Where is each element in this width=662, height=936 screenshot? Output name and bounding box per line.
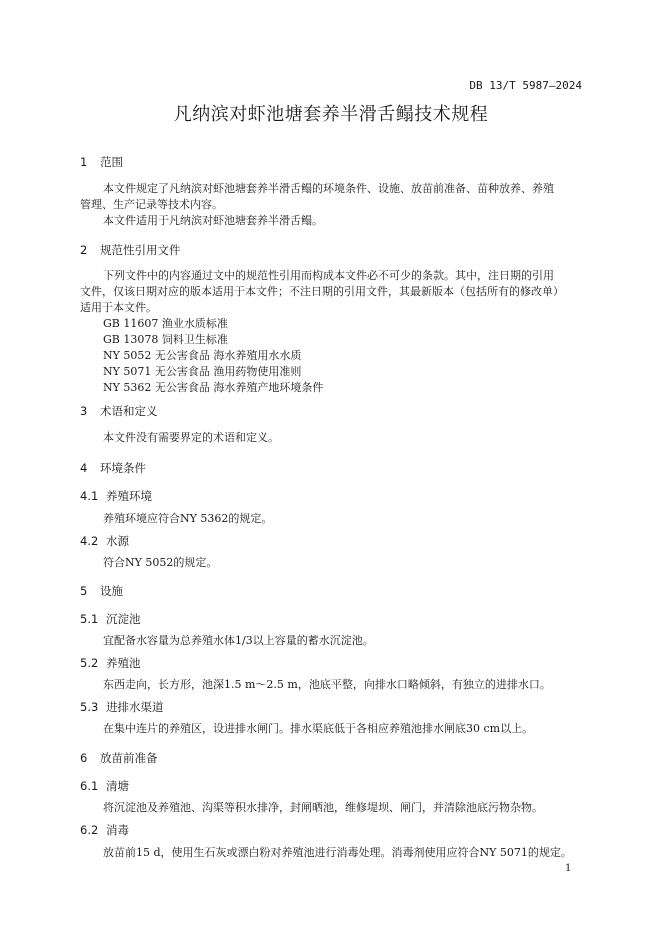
section-1-heading — [80, 154, 123, 170]
subsection-6-2-heading — [80, 822, 129, 838]
text-line: 文件，仅该日期对应的版本适用于本文件；不注日期的引用文件，其最新版本（包括所有的修改单） — [80, 285, 564, 298]
reference-item: NY 5071 无公害食品 渔用药物使用准则 — [103, 365, 302, 378]
text-line: 符合NY 5052的规定。 — [103, 556, 218, 569]
subsection-6-1-heading — [80, 778, 129, 794]
section-title: 消毒 — [106, 823, 129, 837]
subsection-5-1-heading — [80, 611, 141, 627]
section-title: 清塘 — [106, 779, 129, 793]
section-title: 术语和定义 — [100, 404, 158, 418]
text-line: 宜配备水容量为总养殖水体1/3以上容量的蓄水沉淀池。 — [103, 634, 374, 647]
text-line: 养殖环境应符合NY 5362的规定。 — [103, 512, 273, 525]
text-line: 东西走向，长方形，池深1.5 m～2.5 m，池底平整，向排水口略倾斜，有独立的进排水口。 — [103, 678, 551, 691]
text-line: 本文件没有需要界定的术语和定义。 — [103, 431, 279, 444]
section-title: 放苗前准备 — [100, 751, 158, 765]
section-number: 2 — [80, 243, 88, 257]
section-6-heading — [80, 750, 158, 766]
subsection-5-3-text — [80, 721, 585, 737]
section-title: 养殖池 — [106, 656, 141, 670]
section-number: 3 — [80, 404, 88, 418]
section-number: 4.2 — [80, 534, 99, 548]
text-line: 管理、生产记录等技术内容。 — [80, 198, 223, 211]
subsection-5-2-heading — [80, 655, 141, 671]
section-2-paragraph-1 — [80, 268, 585, 316]
section-4-heading — [80, 460, 146, 476]
subsection-4-2-heading — [80, 533, 129, 549]
section-number: 6 — [80, 751, 88, 765]
section-title: 环境条件 — [100, 461, 146, 475]
reference-list — [80, 316, 585, 396]
section-2-heading — [80, 242, 181, 258]
reference-item: NY 5052 无公害食品 海水养殖用水水质 — [103, 349, 302, 362]
section-number: 4.1 — [80, 489, 99, 503]
section-number: 1 — [80, 155, 88, 169]
section-number: 5 — [80, 584, 88, 598]
section-number: 5.2 — [80, 656, 99, 670]
reference-item: NY 5362 无公害食品 海水养殖产地环境条件 — [103, 381, 324, 394]
section-title: 范围 — [100, 155, 123, 169]
section-5-heading — [80, 583, 123, 599]
text-line: 下列文件中的内容通过文中的规范性引用而构成本文件必不可少的条款。其中，注日期的引用 — [103, 269, 554, 282]
section-title: 水源 — [106, 534, 129, 548]
text-line: 适用于本文件。 — [80, 301, 157, 314]
section-number: 4 — [80, 461, 88, 475]
text-line: 放苗前15 d，使用生石灰或漂白粉对养殖池进行消毒处理。消毒剂使用应符合NY 5071的规定。 — [103, 846, 572, 859]
section-number: 6.2 — [80, 823, 99, 837]
document-code: DB 13/T 5987—2024 — [469, 79, 582, 92]
section-title: 沉淀池 — [106, 612, 141, 626]
section-number: 5.1 — [80, 612, 99, 626]
subsection-6-1-text — [80, 800, 585, 816]
section-title: 设施 — [100, 584, 123, 598]
subsection-6-2-text — [80, 845, 585, 861]
subsection-4-2-text — [80, 555, 585, 571]
subsection-5-1-text — [80, 633, 585, 649]
reference-item: GB 11607 渔业水质标准 — [103, 317, 228, 330]
text-line: 将沉淀池及养殖池、沟渠等积水排净，封闸晒池，维修堤坝、闸门，并清除池底污物杂物。 — [103, 801, 543, 814]
subsection-4-1-heading — [80, 488, 152, 504]
section-1-paragraph-1 — [80, 181, 585, 213]
subsection-5-3-heading — [80, 699, 164, 715]
page-number: 1 — [565, 863, 572, 874]
section-title: 养殖环境 — [106, 489, 152, 503]
section-number: 6.1 — [80, 779, 99, 793]
text-line: 在集中连片的养殖区，设进排水闸门。排水渠底低于各相应养殖池排水闸底30 cm以上。 — [103, 722, 534, 735]
reference-item: GB 13078 饲料卫生标准 — [103, 333, 228, 346]
subsection-5-2-text — [80, 677, 585, 693]
section-3-heading — [80, 403, 158, 419]
document-title: 凡纳滨对虾池塘套养半滑舌鳎技术规程 — [173, 104, 489, 125]
text-line: 本文件适用于凡纳滨对虾池塘套养半滑舌鳎。 — [103, 214, 323, 227]
section-title: 规范性引用文件 — [100, 243, 181, 257]
section-1-paragraph-2 — [80, 213, 585, 229]
section-title: 进排水渠道 — [106, 700, 164, 714]
subsection-4-1-text — [80, 511, 585, 527]
section-3-paragraph — [80, 430, 585, 446]
text-line: 本文件规定了凡纳滨对虾池塘套养半滑舌鳎的环境条件、设施、放苗前准备、苗种放养、养殖 — [103, 182, 554, 195]
section-number: 5.3 — [80, 700, 99, 714]
